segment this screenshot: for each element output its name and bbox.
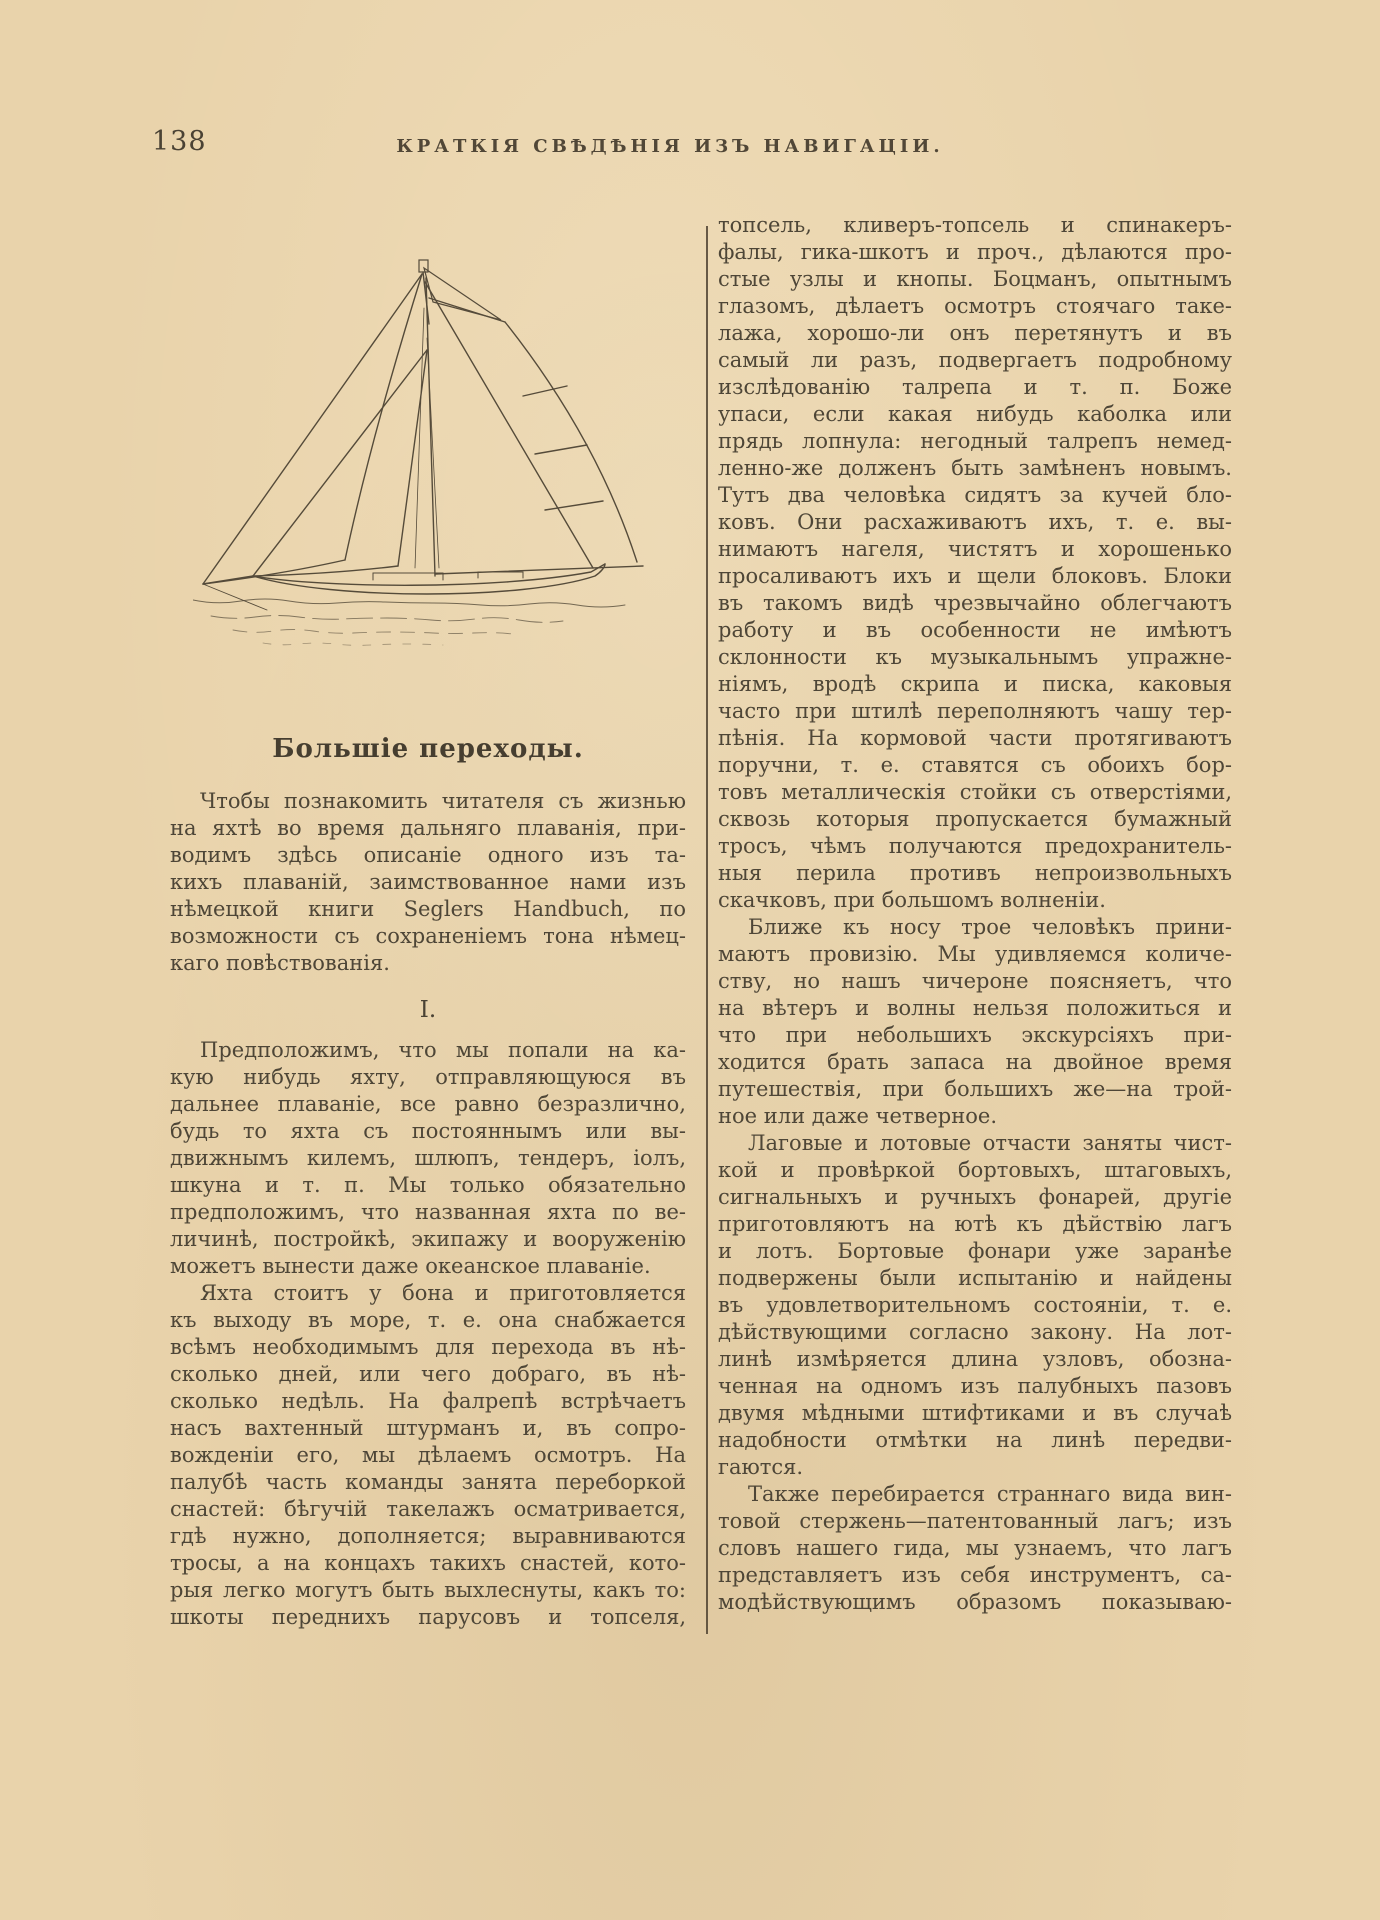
text-line: насъ вахтенный штурманъ и, въ сопро-: [170, 1416, 686, 1440]
text-line: ное или даже четверное.: [718, 1104, 997, 1128]
text-line: товъ металлическія стойки съ отверстіями,: [718, 780, 1232, 804]
text-line: упаси, если какая нибудь каболка или: [718, 402, 1232, 426]
text-line: ходится брать запаса на двойное время: [718, 1050, 1232, 1074]
text-line: кую нибудь яхту, отправляющуюся въ: [170, 1065, 686, 1089]
running-title: КРАТКІЯ СВѢДѢНІЯ ИЗЪ НАВИГАЦІИ.: [396, 136, 944, 157]
chapter-number: I.: [419, 997, 437, 1023]
text-line: кой и провѣркой бортовыхъ, штаговыхъ,: [718, 1158, 1232, 1182]
sailing-yacht-illustration: [193, 238, 663, 658]
text-line: линѣ измѣряется длина узловъ, обозна-: [718, 1347, 1232, 1371]
text-line: дѣйствующими согласно закону. На лот-: [718, 1320, 1232, 1344]
text-line: дальнее плаваніе, все равно безразлично,: [170, 1092, 686, 1116]
text-line: маютъ провизію. Мы удивляемся количе-: [718, 942, 1232, 966]
text-line: представляетъ изъ себя инструментъ, са-: [718, 1563, 1232, 1587]
text-line: будь то яхта съ постояннымъ или вы-: [170, 1119, 686, 1143]
text-line: пѣнія. На кормовой части протягиваютъ: [718, 726, 1232, 750]
text-line: водимъ здѣсь описаніе одного изъ та-: [170, 843, 686, 867]
text-line: ніямъ, вродѣ скрипа и писка, каковыя: [718, 672, 1232, 696]
text-line: Чтобы познакомить читателя съ жизнью: [200, 789, 686, 813]
text-line: вожденіи его, мы дѣлаемъ осмотръ. На: [170, 1443, 686, 1467]
text-line: самый ли разъ, подвергаетъ подробному: [718, 348, 1232, 372]
text-line: двумя мѣдными штифтиками и въ случаѣ: [718, 1401, 1232, 1425]
text-line: словъ нашего гида, мы узнаемъ, что лагъ: [718, 1536, 1232, 1560]
text-line: Предположимъ, что мы попали на ка-: [200, 1038, 686, 1062]
text-line: сигнальныхъ и ручныхъ фонарей, другіе: [718, 1185, 1232, 1209]
text-line: сквозь которыя пропускается бумажный: [718, 807, 1232, 831]
text-line: палубѣ часть команды занята переборкой: [170, 1470, 686, 1494]
page-number: 138: [152, 126, 207, 157]
text-line: нимаютъ нагеля, чистятъ и хорошенько: [718, 537, 1232, 561]
text-line: глазомъ, дѣлаетъ осмотръ стоячаго таке-: [718, 294, 1232, 318]
text-line: ковъ. Они расхаживаютъ ихъ, т. е. вы-: [718, 510, 1232, 534]
text-line: ленно-же долженъ быть замѣненъ новымъ.: [718, 456, 1232, 480]
text-line: въ удовлетворительномъ состояніи, т. е.: [718, 1293, 1232, 1317]
text-line: тросъ, чѣмъ получаются предохранитель-: [718, 834, 1232, 858]
text-line: предположимъ, что названная яхта по ве-: [170, 1200, 686, 1224]
text-line: подвержены были испытанію и найдены: [718, 1266, 1232, 1290]
text-line: топсель, кливеръ-топсель и спинакеръ-: [718, 213, 1232, 237]
text-line: кихъ плаваній, заимствованное нами изъ: [170, 870, 686, 894]
text-line: сколько дней, или чего добраго, въ нѣ-: [170, 1362, 686, 1386]
text-line: возможности съ сохраненіемъ тона нѣмец-: [170, 924, 686, 948]
text-line: ченная на одномъ изъ палубныхъ пазовъ: [718, 1374, 1232, 1398]
text-line: шкуна и т. п. Мы только обязательно: [170, 1173, 686, 1197]
text-line: поручни, т. е. ставятся съ обоихъ бор-: [718, 753, 1232, 777]
text-line: нѣмецкой книги Seglers Handbuch, по: [170, 897, 686, 921]
left-column: [170, 212, 686, 1631]
text-line: ныя перила противъ непроизвольныхъ: [718, 861, 1232, 885]
text-line: часто при штилѣ переполняютъ чашу тер-: [718, 699, 1232, 723]
intro-paragraph: [170, 788, 686, 977]
text-line: личинѣ, постройкѣ, экипажу и вооруженію: [170, 1227, 686, 1251]
text-line: изслѣдованію талрепа и т. п. Боже: [718, 375, 1232, 399]
text-line: на вѣтеръ и волны нельзя положиться и: [718, 996, 1232, 1020]
text-line: Яхта стоитъ у бона и приготовляется: [200, 1281, 686, 1305]
text-line: гаются.: [718, 1455, 804, 1479]
text-line: каго повѣствованія.: [170, 951, 390, 975]
text-line: Лаговые и лотовые отчасти заняты чист-: [748, 1131, 1232, 1155]
text-line: модѣйствующимъ образомъ показываю-: [718, 1590, 1232, 1614]
text-line: рыя легко могутъ быть выхлеснуты, какъ то:: [170, 1578, 686, 1602]
text-line: движнымъ килемъ, шлюпъ, тендеръ, іолъ,: [170, 1146, 686, 1170]
text-line: прядь лопнула: негодный талрепъ немед-: [718, 429, 1232, 453]
text-line: Тутъ два человѣка сидятъ за кучей бло-: [718, 483, 1232, 507]
text-line: товой стержень—патентованный лагъ; изъ: [718, 1509, 1232, 1533]
text-line: лажа, хорошо-ли онъ перетянутъ и въ: [718, 321, 1232, 345]
text-line: ству, но нашъ чичероне поясняетъ, что: [718, 969, 1232, 993]
figure-frame: [170, 238, 686, 668]
text-line: стые узлы и кнопы. Боцманъ, опытнымъ: [718, 267, 1232, 291]
text-line: просаливаютъ ихъ и щели блоковъ. Блоки: [718, 564, 1232, 588]
column-divider-rule: [706, 226, 708, 1634]
text-line: сколько недѣль. На фалрепѣ встрѣчаетъ: [170, 1389, 686, 1413]
text-line: тросы, а на концахъ такихъ снастей, кото-: [170, 1551, 686, 1575]
left-body-text: [170, 1037, 686, 1631]
text-line: фалы, гика-шкотъ и проч., дѣлаются про-: [718, 240, 1232, 264]
text-line: скачковъ, при большомъ волненіи.: [718, 888, 1106, 912]
right-column: [718, 212, 1232, 1616]
text-line: снастей: бѣгучій такелажъ осматривается,: [170, 1497, 686, 1521]
text-line: шкоты переднихъ парусовъ и топселя,: [170, 1605, 686, 1629]
text-line: надобности отмѣтки на линѣ передви-: [718, 1428, 1232, 1452]
text-line: путешествія, при большихъ же—на трой-: [718, 1077, 1232, 1101]
section-heading: Большіе переходы.: [272, 734, 584, 764]
right-body-text: [718, 212, 1232, 1616]
text-line: къ выходу въ море, т. е. она снабжается: [170, 1308, 686, 1332]
text-line: Также перебирается страннаго вида вин-: [748, 1482, 1232, 1506]
text-line: гдѣ нужно, дополняется; выравниваются: [170, 1524, 686, 1548]
text-line: приготовляютъ на ютѣ къ дѣйствію лагъ: [718, 1212, 1232, 1236]
text-line: склонности къ музыкальнымъ упражне-: [718, 645, 1232, 669]
text-line: и лотъ. Бортовые фонари уже заранѣе: [718, 1239, 1232, 1263]
text-line: работу и въ особенности не имѣютъ: [718, 618, 1232, 642]
text-line: можетъ вынести даже океанское плаваніе.: [170, 1254, 651, 1278]
text-line: Ближе къ носу трое человѣкъ прини-: [748, 915, 1232, 939]
text-line: въ такомъ видѣ чрезвычайно облегчаютъ: [718, 591, 1232, 615]
text-line: что при небольшихъ экскурсіяхъ при-: [718, 1023, 1232, 1047]
text-line: всѣмъ необходимымъ для перехода въ нѣ-: [170, 1335, 686, 1359]
text-line: на яхтѣ во время дальняго плаванія, при-: [170, 816, 686, 840]
